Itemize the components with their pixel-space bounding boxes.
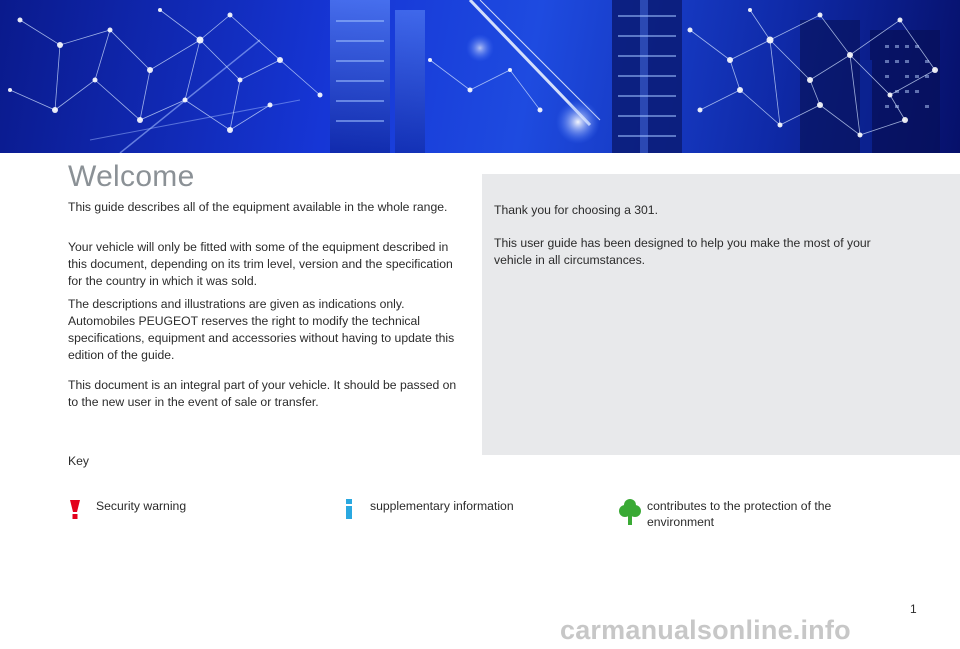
key-item-label: contributes to the protection of the environment <box>647 499 832 529</box>
panel-paragraph: This user guide has been designed to help you make the most of your vehicle in all circumstances. <box>494 236 871 267</box>
exclamation-icon <box>68 498 82 520</box>
thank-you-panel <box>482 174 960 455</box>
info-icon <box>342 498 356 520</box>
intro-paragraph: This document is an integral part of your vehicle. It should be passed on to the new user in the event of sale or transfer. <box>68 378 457 409</box>
panel-paragraph: Thank you for choosing a 301. <box>494 203 658 217</box>
key-item-label: Security warning <box>96 499 187 513</box>
intro-paragraph: Your vehicle will only be fitted with some of the equipment described in this document, depending on its trim level, version and the specification for the country in which it was sold. <box>68 240 453 288</box>
page-title: Welcome <box>68 160 195 193</box>
intro-paragraph: The descriptions and illustrations are given as indications only. Automobiles PEUGEOT reserves the right to modify the technical specifications, equipment and accessories without having to update this edition of the guide. <box>68 297 455 362</box>
header-banner-image <box>0 0 960 153</box>
page-number: 1 <box>910 602 917 616</box>
key-heading: Key <box>68 454 90 468</box>
tree-icon <box>619 498 641 526</box>
intro-paragraph: This guide describes all of the equipment available in the whole range. <box>68 200 448 214</box>
watermark: carmanualsonline.info <box>560 615 851 645</box>
key-item-label: supplementary information <box>370 499 514 513</box>
network-city-illustration <box>0 0 960 153</box>
